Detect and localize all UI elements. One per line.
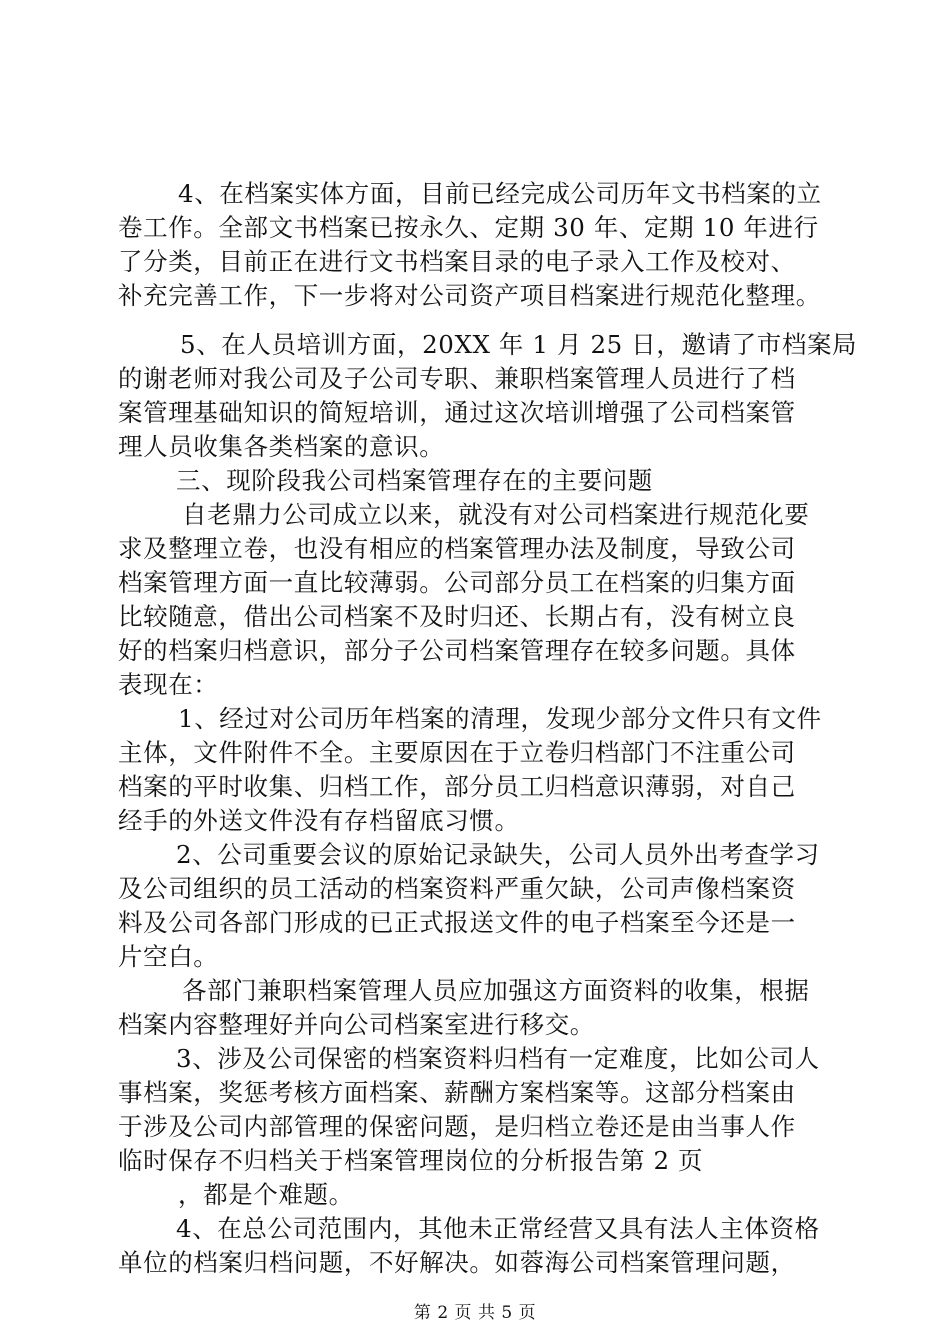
body-line: 2、公司重要会议的原始记录缺失，公司人员外出考查学习 — [176, 840, 820, 869]
body-line: 主体，文件附件不全。主要原因在于立卷归档部门不注重公司 — [118, 738, 796, 767]
body-line: 好的档案归档意识，部分子公司档案管理存在较多问题。具体 — [118, 636, 796, 665]
body-line: 比较随意，借出公司档案不及时归还、长期占有，没有树立良 — [118, 602, 796, 631]
body-line: 3、涉及公司保密的档案资料归档有一定难度，比如公司人 — [176, 1044, 820, 1073]
body-line: 片空白。 — [118, 942, 219, 971]
body-line: 单位的档案归档问题，不好解决。如蓉海公司档案管理问题， — [118, 1248, 796, 1277]
body-line: 档案管理方面一直比较薄弱。公司部分员工在档案的归集方面 — [118, 568, 796, 597]
body-line: 案管理基础知识的简短培训，通过这次培训增强了公司档案管 — [118, 398, 796, 427]
body-line: 理人员收集各类档案的意识。 — [118, 432, 445, 461]
body-line: 自老鼎力公司成立以来，就没有对公司档案进行规范化要 — [182, 500, 810, 529]
body-line: 1、经过对公司历年档案的清理，发现少部分文件只有文件 — [178, 704, 822, 733]
body-line: 档案的平时收集、归档工作，部分员工归档意识薄弱，对自己 — [118, 772, 796, 801]
body-line: 事档案，奖惩考核方面档案、薪酬方案档案等。这部分档案由 — [118, 1078, 796, 1107]
body-line: 及公司组织的员工活动的档案资料严重欠缺，公司声像档案资 — [118, 874, 796, 903]
body-line: 卷工作。全部文书档案已按永久、定期 30 年、定期 10 年进行 — [118, 213, 819, 242]
body-line: 各部门兼职档案管理人员应加强这方面资料的收集，根据 — [182, 976, 810, 1005]
body-line: 于涉及公司内部管理的保密问题，是归档立卷还是由当事人作 — [118, 1112, 796, 1141]
body-line: 求及整理立卷，也没有相应的档案管理办法及制度，导致公司 — [118, 534, 796, 563]
page-indicator: 第 2 页 共 5 页 — [413, 1303, 537, 1323]
body-line: 补充完善工作，下一步将对公司资产项目档案进行规范化整理。 — [118, 281, 821, 310]
body-line: 了分类，目前正在进行文书档案目录的电子录入工作及校对、 — [118, 247, 796, 276]
body-line: 的谢老师对我公司及子公司专职、兼职档案管理人员进行了档 — [118, 364, 796, 393]
body-line: 4、在档案实体方面，目前已经完成公司历年文书档案的立 — [178, 179, 822, 208]
body-line: 临时保存不归档关于档案管理岗位的分析报告第 2 页 — [118, 1146, 704, 1175]
section-heading: 三、现阶段我公司档案管理存在的主要问题 — [176, 466, 653, 495]
body-line: 经手的外送文件没有存档留底习惯。 — [118, 806, 520, 835]
body-line: ，都是个难题。 — [178, 1180, 354, 1209]
body-line: 4、在总公司范围内，其他未正常经营又具有法人主体资格 — [176, 1214, 820, 1243]
body-line: 表现在： — [118, 670, 219, 699]
body-line: 档案内容整理好并向公司档案室进行移交。 — [118, 1010, 595, 1039]
body-line: 5、在人员培训方面，20XX 年 1 月 25 日，邀请了市档案局 — [180, 330, 858, 359]
body-line: 料及公司各部门形成的已正式报送文件的电子档案至今还是一 — [118, 908, 796, 937]
